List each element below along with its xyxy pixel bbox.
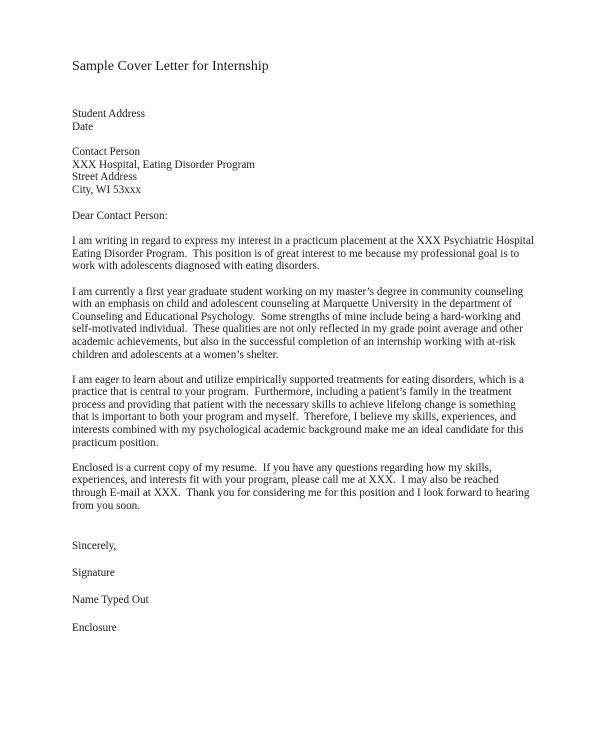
letter-body xyxy=(72,235,535,512)
letter-title: Sample Cover Letter for Internship xyxy=(72,59,269,74)
typed-name-line: Name Typed Out xyxy=(72,594,149,607)
sender-address-line: Student Address xyxy=(72,108,146,120)
date-line: Date xyxy=(72,120,94,133)
salutation-block xyxy=(72,210,535,223)
recipient-contact-line: Contact Person xyxy=(72,146,141,159)
body-paragraph: Enclosed is a current copy of my resume. If you have any questions regarding how my skills, experiences, and interests fit with your program, please call me at XXX. I may also be reached through E-mail at XXX. Thank you for considering me for this position and I look forward to hearing from you soon. xyxy=(72,461,533,512)
body-paragraph: I am writing in regard to express my interest in a practicum placement at the XXX Psychiatric Hospital Eating Disorder Program. This position is of great interest to me because my professional goal is to work with adolescents diagnosed with eating disorders. xyxy=(72,235,537,273)
recipient-street-line: Street Address xyxy=(72,171,137,184)
enclosure-line: Enclosure xyxy=(72,621,117,634)
sender-block xyxy=(72,108,535,133)
salutation: Dear Contact Person: xyxy=(72,209,168,222)
signature-line: Signature xyxy=(72,567,115,580)
letter-content xyxy=(72,59,535,649)
recipient-organization-line: XXX Hospital, Eating Disorder Program xyxy=(72,158,256,171)
recipient-block xyxy=(72,146,535,196)
recipient-city-line: City, WI 53xxx xyxy=(72,183,141,196)
closing-block xyxy=(72,540,535,634)
body-paragraph: I am eager to learn about and utilize empirically supported treatments for eating disorders, which is a practice that is central to your program. Furthermore, including a patient’s family in the treatment process and providing that patient with the necessary skills to achieve lifelong change is something that is important to both your program and myself. Therefore, I believe my skills, experiences, and interests combined with my psychological academic background make me an ideal candidate for this practicum position. xyxy=(72,373,527,449)
body-paragraph: I am currently a first year graduate student working on my master’s degree in community counseling with an emphasis on child and adolescent counseling at Marquette University in the department of Counseling and Educational Psychology. Some strengths of mine include being a hard-working and self-motivated individual. These qualities are not only reflected in my grade point average and other academic achievements, but also in the successful completion of an internship working with at-risk children and adolescents at a women’s shelter. xyxy=(72,285,527,361)
closing-salutation: Sincerely, xyxy=(72,540,117,553)
